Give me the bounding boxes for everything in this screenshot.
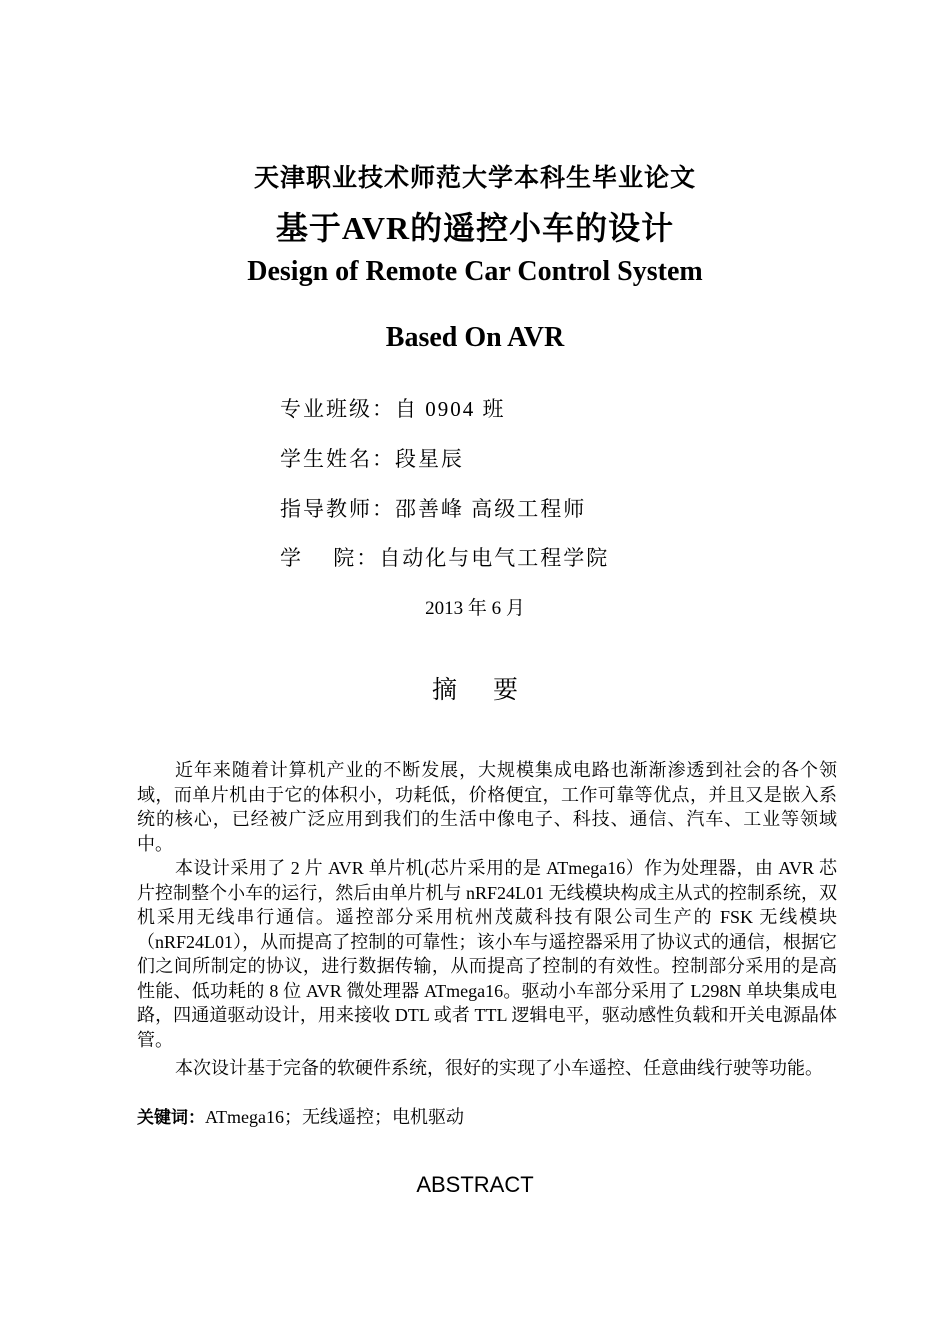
abstract-heading: 摘要 <box>431 677 554 704</box>
info-major-class: 专业班级：自 0904 班 <box>280 397 506 421</box>
english-title-line-2: Based On AVR <box>385 322 565 353</box>
english-abstract-heading: ABSTRACT <box>416 1172 534 1197</box>
keywords-label: 关键词： <box>137 1108 205 1128</box>
info-advisor: 指导教师：邵善峰 高级工程师 <box>280 497 587 521</box>
abstract-paragraph-3: 本次设计基于完备的软硬件系统，很好的实现了小车遥控、任意曲线行驶等功能。 <box>175 1058 823 1078</box>
thesis-date: 2013 年 6 月 <box>425 598 525 619</box>
keywords-list: ATmega16；无线遥控；电机驱动 <box>205 1107 464 1127</box>
info-college: 学 院：自动化与电气工程学院 <box>280 546 610 570</box>
english-title-line-1: Design of Remote Car Control System <box>247 256 703 287</box>
chinese-thesis-title: 基于AVR的遥控小车的设计 <box>275 210 675 246</box>
keywords-line <box>137 1105 464 1131</box>
abstract-paragraph-1: 近年来随着计算机产业的不断发展，大规模集成电路也渐渐渗透到社会的各个领域，而单片机由于它的体积小，功耗低，价格便宜，工作可靠等优点，并且又是嵌入系统的核心，已经被广泛应用到我们的生活中像电子、科技、通信、汽车、工业等领域中。 <box>137 760 837 854</box>
info-student-name: 学生姓名：段星辰 <box>280 447 464 471</box>
school-title: 天津职业技术师范大学本科生毕业论文 <box>253 165 696 192</box>
abstract-paragraph-2: 本设计采用了 2 片 AVR 单片机(芯片采用的是 ATmega16）作为处理器，由 AVR 芯片控制整个小车的运行，然后由单片机与 nRF24L01 无线模块构成主从式的控制系统，双机采用无线串行通信。遥控部分采用杭州茂葳科技有限公司生产的 FSK 无线模块（nRF24L01），从而提高了控制的可靠性；该小车与遥控器采用了协议式的通信，根据它们之间所制定的协议，进行数据传输，从而提高了控制的有效性。控制部分采用的是高性能、低功耗的 8 位 AVR 微处理器 ATmega16。驱动小车部分采用了 L298N 单块集成电路，四通道驱动设计，用来接收 DTL 或者 TTL 逻辑电平，驱动感性负载和开关电源晶体管。 <box>137 858 837 1050</box>
